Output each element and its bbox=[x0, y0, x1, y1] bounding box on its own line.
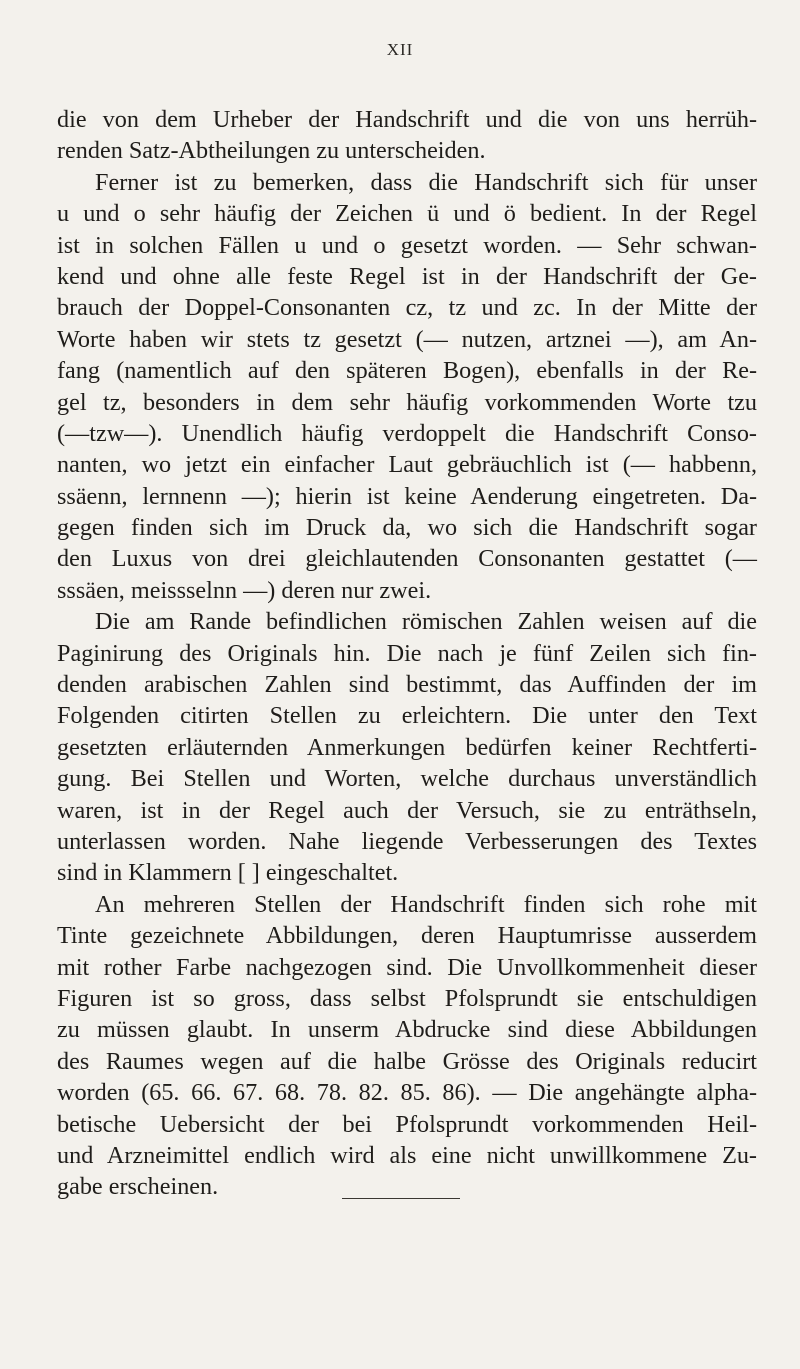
text-line: kend und ohne alle feste Regel ist in der Handschrift der Ge- bbox=[57, 262, 757, 290]
body-text bbox=[57, 104, 757, 1203]
text-line: gung. Bei Stellen und Worten, welche durchaus unverständlich bbox=[57, 765, 757, 793]
text-line: sind in Klammern [ ] eingeschaltet. bbox=[57, 859, 399, 887]
text-line: denden arabischen Zahlen sind bestimmt, das Auffinden der im bbox=[57, 671, 757, 699]
text-line: renden Satz-Abtheilungen zu unterscheiden. bbox=[57, 137, 486, 165]
text-line: fang (namentlich auf den späteren Bogen), ebenfalls in der Re- bbox=[57, 357, 757, 385]
text-line: des Raumes wegen auf die halbe Grösse des Originals reducirt bbox=[57, 1047, 757, 1075]
text-line: ist in solchen Fällen u und o gesetzt worden. — Sehr schwan- bbox=[57, 231, 757, 259]
text-line: Worte haben wir stets tz gesetzt (— nutzen, artznei —), am An- bbox=[57, 325, 757, 353]
text-line: An mehreren Stellen der Handschrift finden sich rohe mit bbox=[95, 890, 757, 918]
text-line: Figuren ist so gross, dass selbst Pfolsprundt sie entschuldigen bbox=[57, 984, 757, 1012]
text-line: ssäenn, lernnenn —); hierin ist keine Aenderung eingetreten. Da- bbox=[57, 482, 757, 510]
page-number: XII bbox=[386, 40, 414, 59]
text-line: nanten, wo jetzt ein einfacher Laut gebräuchlich ist (— habbenn, bbox=[57, 451, 757, 479]
text-line: den Luxus von drei gleichlautenden Consonanten gestattet (— bbox=[57, 545, 757, 573]
text-line: Paginirung des Originals hin. Die nach je fünf Zeilen sich fin- bbox=[57, 639, 757, 667]
text-line: Folgenden citirten Stellen zu erleichtern. Die unter den Text bbox=[57, 702, 757, 730]
text-line: waren, ist in der Regel auch der Versuch, sie zu enträthseln, bbox=[57, 796, 757, 824]
text-line: gel tz, besonders in dem sehr häufig vorkommenden Worte tzu bbox=[57, 388, 757, 416]
text-line: worden (65. 66. 67. 68. 78. 82. 85. 86). — Die angehängte alpha- bbox=[57, 1079, 757, 1107]
text-line: (—tzw—). Unendlich häufig verdoppelt die Handschrift Conso- bbox=[57, 419, 757, 447]
section-divider bbox=[342, 1198, 460, 1199]
text-line: mit rother Farbe nachgezogen sind. Die Unvollkommenheit dieser bbox=[57, 953, 757, 981]
text-line: Die am Rande befindlichen römischen Zahlen weisen auf die bbox=[95, 608, 757, 636]
text-line: gegen finden sich im Druck da, wo sich die Handschrift sogar bbox=[57, 514, 757, 542]
text-line: und Arzneimittel endlich wird als eine nicht unwillkommene Zu- bbox=[57, 1141, 757, 1169]
text-line: betische Uebersicht der bei Pfolsprundt vorkommenden Heil- bbox=[57, 1110, 757, 1138]
text-line: gabe erscheinen. bbox=[57, 1173, 219, 1201]
text-line: zu müssen glaubt. In unserm Abdrucke sind diese Abbildungen bbox=[57, 1016, 757, 1044]
text-line: unterlassen worden. Nahe liegende Verbesserungen des Textes bbox=[57, 827, 757, 855]
text-line: brauch der Doppel-Consonanten cz, tz und zc. In der Mitte der bbox=[57, 294, 757, 322]
text-line: u und o sehr häufig der Zeichen ü und ö bedient. In der Regel bbox=[57, 200, 757, 228]
text-line: die von dem Urheber der Handschrift und die von uns herrüh- bbox=[57, 106, 757, 133]
text-line: Tinte gezeichnete Abbildungen, deren Hauptumrisse ausserdem bbox=[57, 922, 757, 950]
text-line: sssäen, meissselnn —) deren nur zwei. bbox=[57, 576, 432, 604]
text-line: Ferner ist zu bemerken, dass die Handschrift sich für unser bbox=[95, 168, 757, 196]
text-line: gesetzten erläuternden Anmerkungen bedürfen keiner Rechtferti- bbox=[57, 733, 757, 761]
